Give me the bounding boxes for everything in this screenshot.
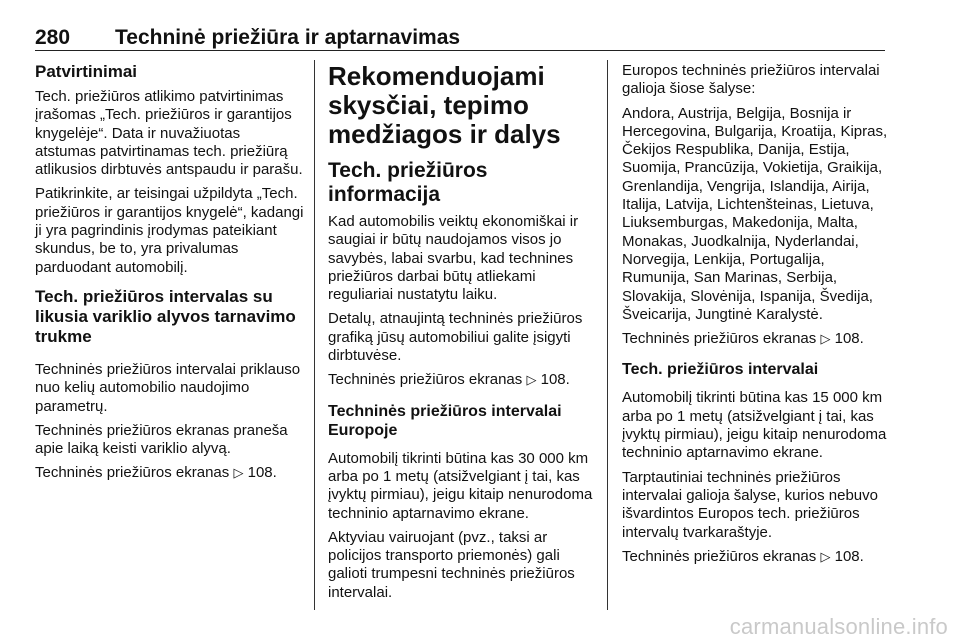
column-divider-2	[607, 60, 608, 610]
header-rule	[35, 50, 885, 51]
cross-reference[interactable]	[622, 548, 890, 566]
paragraph: Automobilį tikrinti būtina kas 15 000 km arba po 1 metų (atsižvelgiant į tai, kas įvyktų pirmiau), jeigu kitaip nenurodoma techninio aptarnavimo ekrane.	[622, 389, 887, 462]
paragraph: Automobilį tikrinti būtina kas 30 000 km arba po 1 metų (atsižvelgiant į tai, kas įvyktų pirmiau), jeigu kitaip nenurodoma techninio aptarnavimo ekrane.	[328, 449, 593, 522]
cross-reference-text: Techninės priežiūros ekranas	[35, 464, 230, 482]
paragraph: Aktyviau vairuojant (pvz., taksi ar policijos transporto priemonės) gali galioti trumpesni techninės priežiūros intervalai.	[328, 528, 575, 601]
country-list: Andora, Austrija, Belgija, Bosnija ir Hercegovina, Bulgarija, Kroatija, Kipras, Čekijos Respublika, Danija, Estija, Suomija, Prancūzija, Vokietija, Graikija, Grenlandija, Vengrija, Islandija, Airija, Italija, Latvija, Lichtenšteinas, Lietuva, Liuksemburgas, Makedonija, Malta, Monakas, Juodkalnija, Nyderlandai, Norvegija, Lenkija, Portugalija, Rumunija, San Marinas, Serbija, Slovakija, Slovėnija, Ispanija, Švedija, Šveicarija, Jungtinė Karalystė.	[622, 104, 888, 323]
cross-reference[interactable]	[35, 464, 305, 482]
cross-reference-page: 108.	[834, 547, 864, 565]
cross-reference-page: 108.	[247, 464, 277, 482]
heading-service-information: Tech. priežiūros informacija	[328, 159, 488, 206]
heading-european-intervals: Techninės priežiūros intervalai Europoje	[328, 402, 562, 439]
arrow-right-icon: ▷	[233, 465, 244, 481]
paragraph: Kad automobilis veiktų ekonomiškai ir saugiai ir būtų naudojamos visos jo savybės, labai svarbu, kad technines priežiūros darbai būtų atliekami reguliariai nustatytu laiku.	[328, 213, 579, 304]
paragraph: Europos techninės priežiūros intervalai galioja šiose šalyse:	[622, 62, 880, 98]
page-header	[35, 22, 885, 52]
heading-interval-oil-life: Tech. priežiūros intervalas su likusia variklio alyvos tarnavimo trukme	[35, 286, 296, 346]
heading-service-intervals: Tech. priežiūros intervalai	[622, 361, 819, 379]
column-divider-1	[314, 60, 315, 610]
arrow-right-icon: ▷	[820, 331, 831, 347]
paragraph: Techninės priežiūros intervalai priklauso nuo kelių automobilio naudojimo parametrų.	[35, 360, 301, 415]
paragraph: Techninės priežiūros ekranas praneša apie laiką keisti variklio alyvą.	[35, 421, 288, 458]
running-title: Techninė priežiūra ir aptarnavimas	[115, 26, 461, 49]
column-left	[35, 62, 305, 489]
cross-reference-text: Techninės priežiūros ekranas	[622, 330, 817, 348]
paragraph: Detalų, atnaujintą techninės priežiūros grafiką jūsų automobiliui galite įsigyti dirbtuvėse.	[328, 310, 583, 365]
section-title: Rekomenduojami skysčiai, tepimo medžiagos ir dalys	[328, 61, 561, 149]
cross-reference[interactable]	[622, 330, 890, 348]
cross-reference[interactable]	[328, 371, 596, 389]
cross-reference-page: 108.	[834, 330, 864, 348]
column-right	[622, 62, 890, 572]
cross-reference-page: 108.	[540, 371, 570, 389]
watermark: carmanualsonline.info	[729, 614, 948, 639]
paragraph: Tech. priežiūros atlikimo patvirtinimas įrašomas „Tech. priežiūros ir garantijos knygelėje“. Data ir nuvažiuotas atstumas patvirtinamas tech. priežiūrą atlikusios dirbtuvės antspaudu ir parašu.	[35, 88, 303, 179]
heading-confirmations: Patvirtinimai	[35, 62, 138, 81]
arrow-right-icon: ▷	[820, 548, 831, 564]
column-middle	[328, 62, 596, 608]
paragraph: Patikrinkite, ar teisingai užpildyta „Tech. priežiūros ir garantijos knygelė“, kadangi ji yra pagrindinis įrodymas pateikiant skundus, be to, yra privalumas parduodant automobilį.	[35, 185, 304, 276]
paragraph: Tarptautiniai techninės priežiūros intervalai galioja šalyse, kurios nebuvo išvardintos Europos tech. priežiūros intervalų tvarkaraštyje.	[622, 468, 878, 541]
cross-reference-text: Techninės priežiūros ekranas	[622, 547, 817, 565]
arrow-right-icon: ▷	[526, 372, 537, 388]
page-number: 280	[35, 26, 71, 49]
cross-reference-text: Techninės priežiūros ekranas	[328, 371, 523, 389]
